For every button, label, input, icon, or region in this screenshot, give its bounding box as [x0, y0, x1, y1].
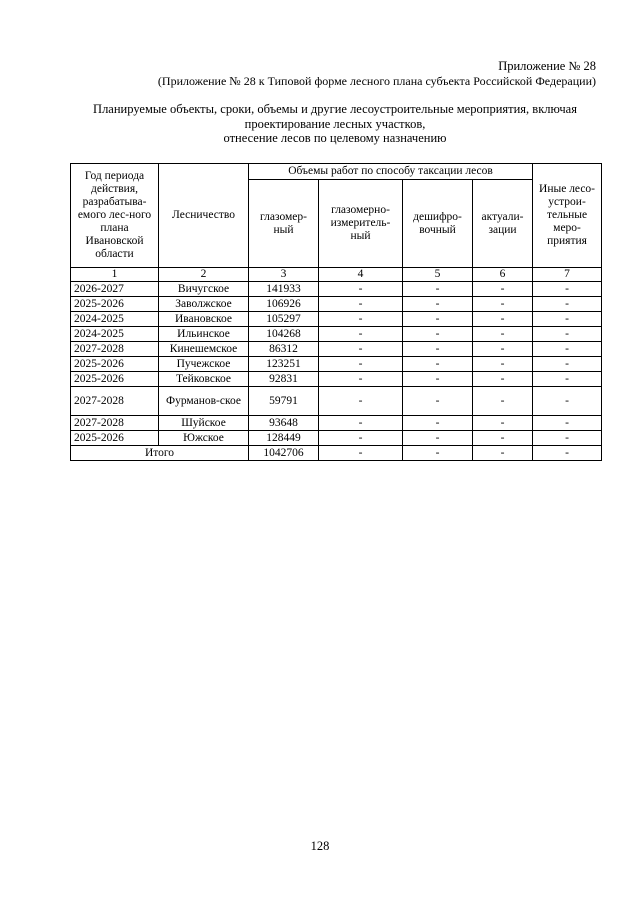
- period-cell: 2025-2026: [71, 431, 159, 446]
- eye-measure-cell: -: [319, 282, 403, 297]
- table-row: [71, 431, 602, 446]
- actualization-cell: -: [473, 357, 533, 372]
- column-number-row: [71, 268, 602, 282]
- header-eye: глазомер-ный: [249, 180, 319, 268]
- decoding-cell: -: [403, 357, 473, 372]
- other-cell: -: [533, 416, 602, 431]
- period-cell: 2025-2026: [71, 357, 159, 372]
- eye-cell: 123251: [249, 357, 319, 372]
- eye-cell: 105297: [249, 312, 319, 327]
- eye-measure-cell: -: [319, 327, 403, 342]
- period-cell: 2026-2027: [71, 282, 159, 297]
- forestry-cell: Ивановское: [159, 312, 249, 327]
- page-number: 128: [310, 839, 330, 853]
- header-actualization: актуали-зации: [473, 180, 533, 268]
- table-row: [71, 327, 602, 342]
- table-row: [71, 416, 602, 431]
- forestry-cell: Ильинское: [159, 327, 249, 342]
- header-eye-measure: глазомерно-измеритель-ный: [319, 180, 403, 268]
- eye-cell: 128449: [249, 431, 319, 446]
- table-row: [71, 312, 602, 327]
- forestry-cell: Вичугское: [159, 282, 249, 297]
- other-cell: -: [533, 372, 602, 387]
- other-cell: -: [533, 431, 602, 446]
- actualization-cell: -: [473, 312, 533, 327]
- eye-measure-cell: -: [319, 312, 403, 327]
- header-forestry: Лесничество: [159, 164, 249, 268]
- forestry-cell: Пучежское: [159, 357, 249, 372]
- period-cell: 2027-2028: [71, 416, 159, 431]
- other-cell: -: [533, 387, 602, 416]
- header-volumes-group: Объемы работ по способу таксации лесов: [249, 164, 533, 180]
- decoding-cell: -: [403, 387, 473, 416]
- actualization-cell: -: [473, 372, 533, 387]
- title-line-1: Планируемые объекты, сроки, объемы и другие лесоустроительные мероприятия, включая: [93, 102, 577, 116]
- decoding-cell: -: [403, 372, 473, 387]
- header-other-measures: Иные лесо-устрои-тельные меро-приятия: [533, 164, 602, 268]
- period-cell: 2025-2026: [71, 297, 159, 312]
- column-number: 6: [473, 268, 533, 282]
- decoding-cell: -: [403, 312, 473, 327]
- column-number: 2: [159, 268, 249, 282]
- decoding-cell: -: [403, 416, 473, 431]
- table-row: [71, 297, 602, 312]
- eye-cell: 104268: [249, 327, 319, 342]
- forestry-cell: Фурманов-ское: [159, 387, 249, 416]
- actualization-cell: -: [473, 431, 533, 446]
- total-eye: 1042706: [249, 446, 319, 461]
- forestry-cell: Южское: [159, 431, 249, 446]
- eye-measure-cell: -: [319, 387, 403, 416]
- period-cell: 2025-2026: [71, 372, 159, 387]
- total-other: -: [533, 446, 602, 461]
- other-cell: -: [533, 342, 602, 357]
- total-row: [71, 446, 602, 461]
- period-cell: 2027-2028: [71, 387, 159, 416]
- total-eye-measure: -: [319, 446, 403, 461]
- title-line-3: отнесение лесов по целевому назначению: [223, 131, 447, 145]
- decoding-cell: -: [403, 297, 473, 312]
- column-number: 4: [319, 268, 403, 282]
- column-number: 5: [403, 268, 473, 282]
- actualization-cell: -: [473, 282, 533, 297]
- decoding-cell: -: [403, 282, 473, 297]
- appendix-reference: (Приложение № 28 к Типовой форме лесного плана субъекта Российской Федерации): [157, 74, 596, 88]
- total-decoding: -: [403, 446, 473, 461]
- eye-cell: 93648: [249, 416, 319, 431]
- eye-measure-cell: -: [319, 342, 403, 357]
- other-cell: -: [533, 357, 602, 372]
- forestry-cell: Заволжское: [159, 297, 249, 312]
- total-label: Итого: [71, 446, 249, 461]
- document-title: [70, 102, 600, 146]
- other-cell: -: [533, 282, 602, 297]
- forest-management-table: [70, 163, 602, 461]
- appendix-number: Приложение № 28: [498, 59, 596, 73]
- table-row: [71, 372, 602, 387]
- eye-cell: 59791: [249, 387, 319, 416]
- header-period: Год периода действия, разрабатыва-емого лес-ного плана Ивановской области: [71, 164, 159, 268]
- other-cell: -: [533, 297, 602, 312]
- actualization-cell: -: [473, 297, 533, 312]
- period-cell: 2024-2025: [71, 327, 159, 342]
- column-number: 1: [71, 268, 159, 282]
- eye-cell: 92831: [249, 372, 319, 387]
- table-row: [71, 342, 602, 357]
- period-cell: 2027-2028: [71, 342, 159, 357]
- actualization-cell: -: [473, 327, 533, 342]
- title-line-2: проектирование лесных участков,: [244, 116, 426, 131]
- other-cell: -: [533, 327, 602, 342]
- other-cell: -: [533, 312, 602, 327]
- eye-cell: 106926: [249, 297, 319, 312]
- eye-cell: 141933: [249, 282, 319, 297]
- actualization-cell: -: [473, 342, 533, 357]
- actualization-cell: -: [473, 416, 533, 431]
- table-row: [71, 357, 602, 372]
- total-actualization: -: [473, 446, 533, 461]
- eye-measure-cell: -: [319, 416, 403, 431]
- eye-measure-cell: -: [319, 297, 403, 312]
- table-row: [71, 387, 602, 416]
- forestry-cell: Кинешемское: [159, 342, 249, 357]
- eye-measure-cell: -: [319, 431, 403, 446]
- eye-measure-cell: -: [319, 357, 403, 372]
- decoding-cell: -: [403, 342, 473, 357]
- period-cell: 2024-2025: [71, 312, 159, 327]
- column-number: 7: [533, 268, 602, 282]
- forestry-cell: Тейковское: [159, 372, 249, 387]
- eye-cell: 86312: [249, 342, 319, 357]
- eye-measure-cell: -: [319, 372, 403, 387]
- actualization-cell: -: [473, 387, 533, 416]
- decoding-cell: -: [403, 431, 473, 446]
- decoding-cell: -: [403, 327, 473, 342]
- table-row: [71, 282, 602, 297]
- forestry-cell: Шуйское: [159, 416, 249, 431]
- header-decoding: дешифро-вочный: [403, 180, 473, 268]
- column-number: 3: [249, 268, 319, 282]
